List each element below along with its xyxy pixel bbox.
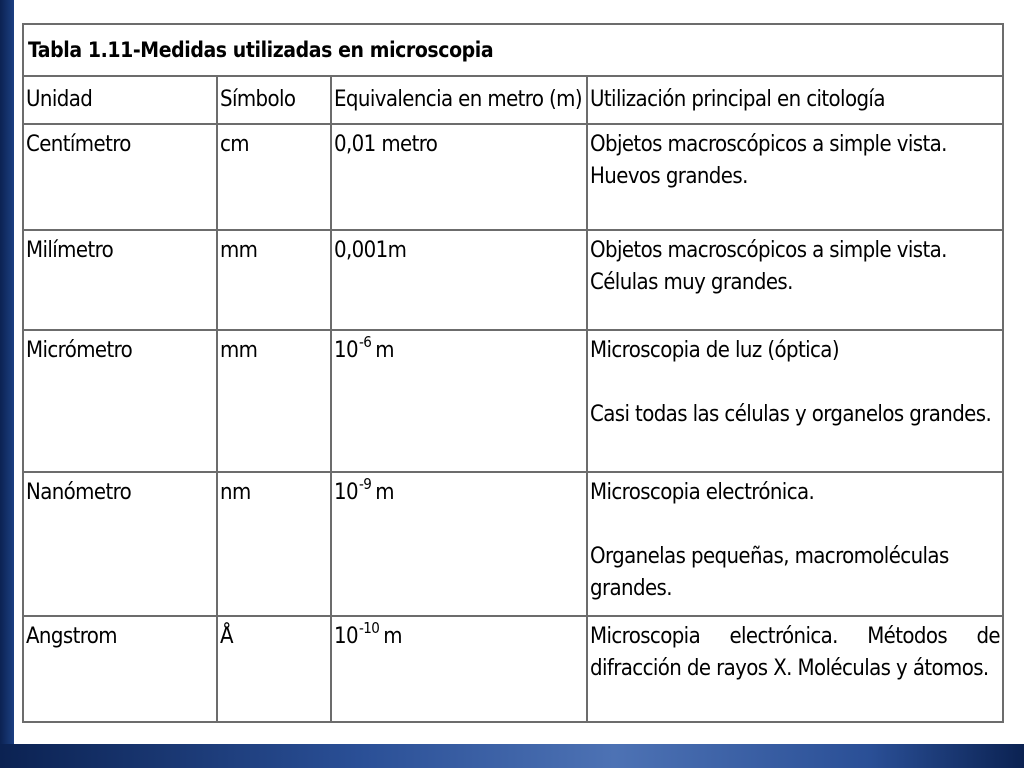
table-row: [23, 472, 1003, 616]
cell-symbol: nm: [217, 472, 331, 616]
table-title: Tabla 1.11-Medidas utilizadas en microscopia: [23, 24, 1003, 76]
use-line-2: Casi todas las células y organelos grandes.: [590, 402, 992, 427]
cell-use: [587, 330, 1003, 472]
cell-use: Objetos macroscópicos a simple vista. Huevos grandes.: [587, 124, 1003, 230]
cell-equivalence: 0,01 metro: [331, 124, 587, 230]
cell-symbol: cm: [217, 124, 331, 230]
exponent: -10: [358, 619, 380, 637]
cell-symbol: Å: [217, 616, 331, 722]
equivalence-value: $10^{-6}$ m: [334, 333, 394, 363]
equivalence-value: $10^{-9}$ m: [334, 475, 394, 505]
cell-symbol: mm: [217, 330, 331, 472]
cell-unit: Milímetro: [23, 230, 217, 330]
cell-symbol: mm: [217, 230, 331, 330]
cell-unit: Micrómetro: [23, 330, 217, 472]
exponent: -9: [358, 475, 372, 493]
exponent: -6: [358, 333, 372, 351]
table-row: [23, 616, 1003, 722]
cell-unit: Angstrom: [23, 616, 217, 722]
slide-left-border: [0, 0, 14, 744]
header-equivalence: Equivalencia en metro (m): [331, 76, 587, 124]
cell-use: [587, 472, 1003, 616]
use-line-1: Microscopia electrónica.: [590, 480, 815, 505]
cell-unit: Nanómetro: [23, 472, 217, 616]
cell-use: Objetos macroscópicos a simple vista. Células muy grandes.: [587, 230, 1003, 330]
cell-equivalence: [331, 330, 587, 472]
use-line-1: Microscopia de luz (óptica): [590, 338, 839, 363]
cell-unit: Centímetro: [23, 124, 217, 230]
equivalence-value: $10^{-10}$ m: [334, 619, 402, 649]
cell-equivalence: [331, 616, 587, 722]
table-row: [23, 230, 1003, 330]
table-header-row: [23, 76, 1003, 124]
cell-equivalence: [331, 472, 587, 616]
measurements-table: [22, 23, 1004, 723]
table-row: [23, 124, 1003, 230]
header-symbol: Símbolo: [217, 76, 331, 124]
cell-equivalence: 0,001m: [331, 230, 587, 330]
slide-bottom-border: [0, 744, 1024, 768]
cell-use: Microscopia electrónica. Métodos de difracción de rayos X. Moléculas y átomos.: [587, 616, 1003, 722]
header-unit: Unidad: [23, 76, 217, 124]
use-line-2: Organelas pequeñas, macromoléculas grandes.: [590, 544, 949, 601]
table-row: [23, 330, 1003, 472]
header-use: Utilización principal en citología: [587, 76, 1003, 124]
